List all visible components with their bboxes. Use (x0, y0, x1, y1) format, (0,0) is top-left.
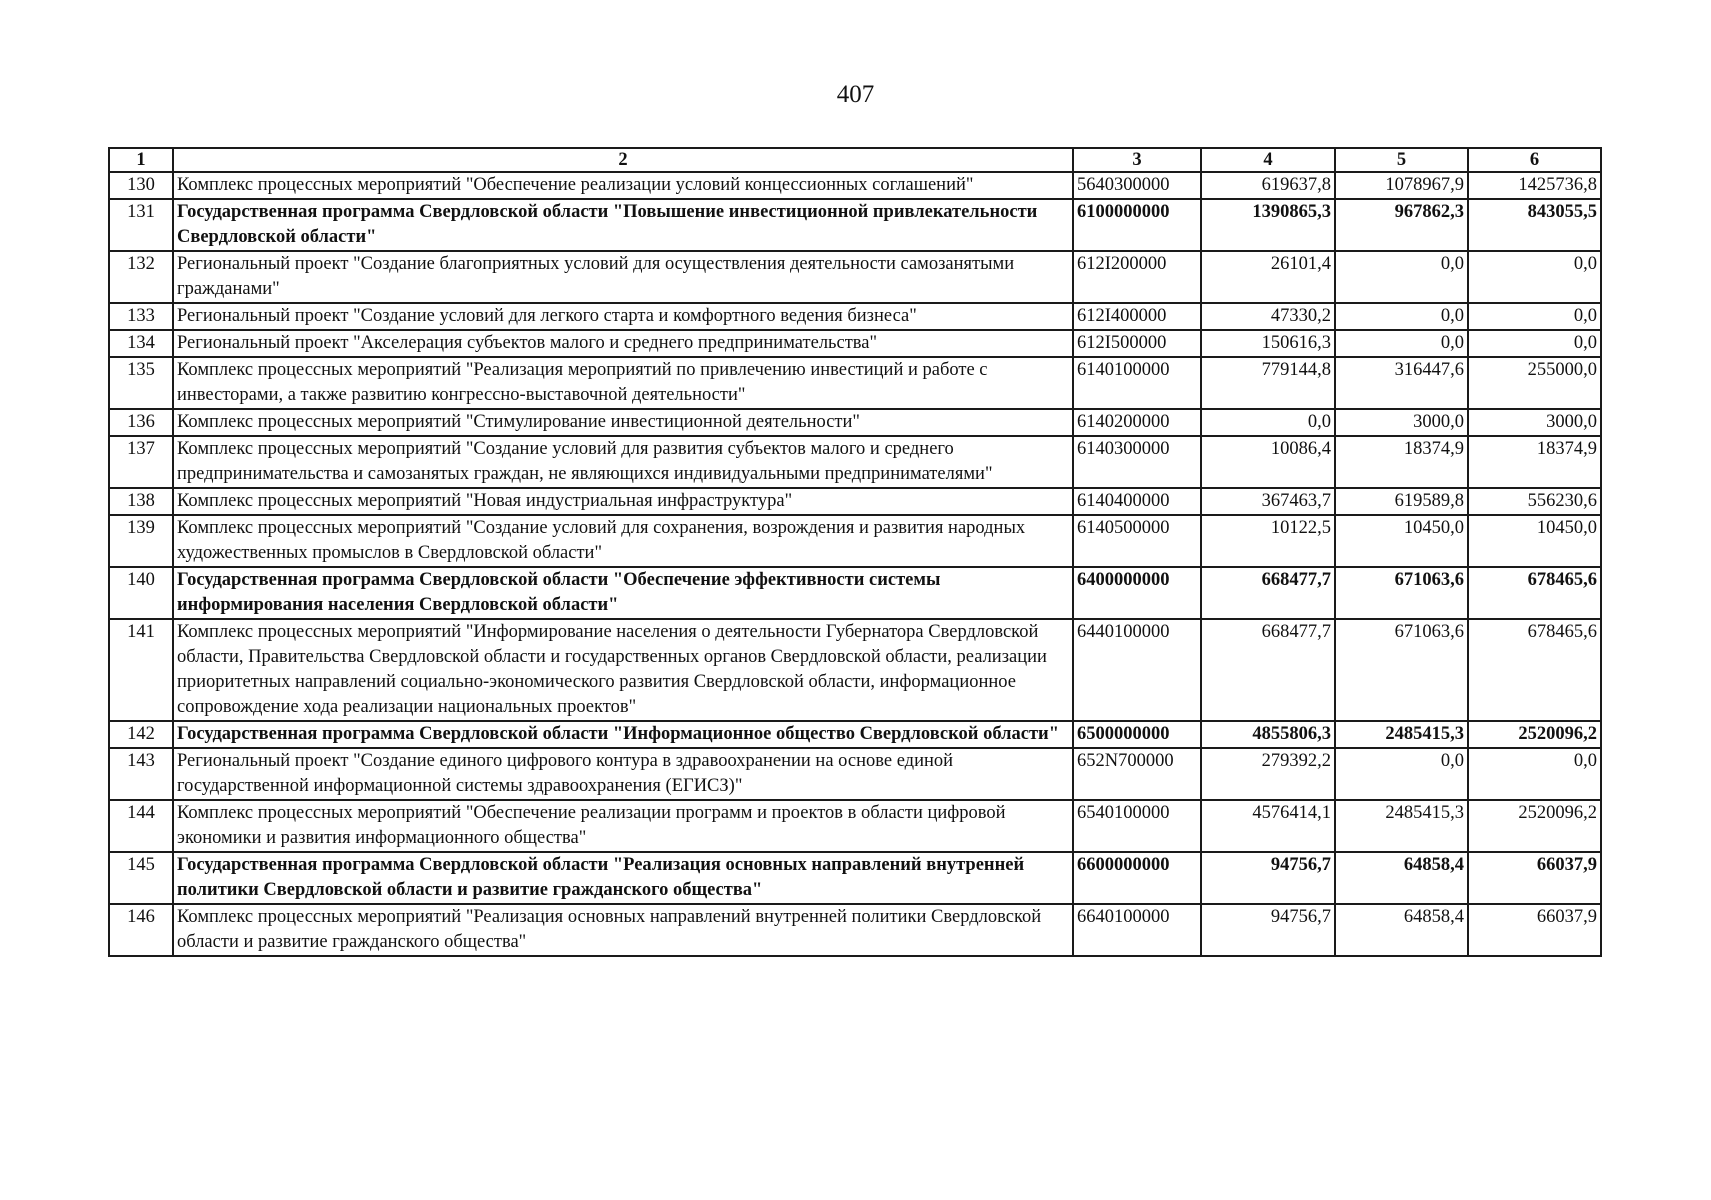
row-amount-col5-cell: 2485415,3 (1335, 800, 1468, 852)
row-code-cell: 6540100000 (1073, 800, 1201, 852)
row-amount-col6-cell: 556230,6 (1468, 488, 1601, 515)
row-code-cell: 6500000000 (1073, 721, 1201, 748)
row-name-cell: Региональный проект "Создание единого цифрового контура в здравоохранении на основе единой государственной информационной системы здравоохранения (ЕГИСЗ)" (173, 748, 1073, 800)
header-col-2: 2 (173, 148, 1073, 172)
row-amount-col5-cell: 3000,0 (1335, 409, 1468, 436)
row-amount-col4-cell: 1390865,3 (1201, 199, 1335, 251)
row-name-cell: Комплекс процессных мероприятий "Реализация мероприятий по привлечению инвестиций и работе с инвесторами, а также развитию конгрессно-выставочной деятельности" (173, 357, 1073, 409)
row-amount-col5-cell: 0,0 (1335, 330, 1468, 357)
row-amount-col4-cell: 94756,7 (1201, 904, 1335, 956)
row-amount-col4-cell: 94756,7 (1201, 852, 1335, 904)
row-amount-col4-cell: 10086,4 (1201, 436, 1335, 488)
table-row (109, 199, 1601, 251)
header-col-5: 5 (1335, 148, 1468, 172)
row-name-cell: Комплекс процессных мероприятий "Новая индустриальная инфраструктура" (173, 488, 1073, 515)
row-number-cell: 132 (109, 251, 173, 303)
row-code-cell: 652N700000 (1073, 748, 1201, 800)
table-row (109, 488, 1601, 515)
budget-table (108, 147, 1602, 957)
row-code-cell: 612I500000 (1073, 330, 1201, 357)
row-amount-col5-cell: 967862,3 (1335, 199, 1468, 251)
table-row (109, 330, 1601, 357)
table-row (109, 904, 1601, 956)
header-row (109, 148, 1601, 172)
row-amount-col6-cell: 66037,9 (1468, 852, 1601, 904)
row-code-cell: 612I400000 (1073, 303, 1201, 330)
row-amount-col5-cell: 619589,8 (1335, 488, 1468, 515)
row-name-cell: Региональный проект "Акселерация субъектов малого и среднего предпринимательства" (173, 330, 1073, 357)
header-col-6: 6 (1468, 148, 1601, 172)
row-name-cell: Государственная программа Свердловской области "Обеспечение эффективности системы информирования населения Свердловской области" (173, 567, 1073, 619)
row-amount-col4-cell: 367463,7 (1201, 488, 1335, 515)
row-amount-col5-cell: 64858,4 (1335, 904, 1468, 956)
row-amount-col4-cell: 10122,5 (1201, 515, 1335, 567)
row-code-cell: 5640300000 (1073, 172, 1201, 199)
row-name-cell: Государственная программа Свердловской области "Реализация основных направлений внутренней политики Свердловской области и развитие гражданского общества" (173, 852, 1073, 904)
row-code-cell: 6140200000 (1073, 409, 1201, 436)
row-number-cell: 143 (109, 748, 173, 800)
table-row (109, 303, 1601, 330)
row-name-cell: Комплекс процессных мероприятий "Информирование населения о деятельности Губернатора Свердловской области, Правительства Свердловской области и государственных органов Свердловской области, реализации приоритетных направлений социально-экономического развития Свердловской области, информационное сопровождение хода реализации национальных проектов" (173, 619, 1073, 721)
row-number-cell: 131 (109, 199, 173, 251)
table-row (109, 357, 1601, 409)
table-row (109, 436, 1601, 488)
row-code-cell: 6440100000 (1073, 619, 1201, 721)
row-amount-col4-cell: 279392,2 (1201, 748, 1335, 800)
row-amount-col6-cell: 18374,9 (1468, 436, 1601, 488)
row-amount-col6-cell: 2520096,2 (1468, 721, 1601, 748)
row-code-cell: 6400000000 (1073, 567, 1201, 619)
row-number-cell: 145 (109, 852, 173, 904)
header-col-1: 1 (109, 148, 173, 172)
row-amount-col6-cell: 2520096,2 (1468, 800, 1601, 852)
row-name-cell: Комплекс процессных мероприятий "Создание условий для сохранения, возрождения и развития народных художественных промыслов в Свердловской области" (173, 515, 1073, 567)
table-row (109, 800, 1601, 852)
row-number-cell: 130 (109, 172, 173, 199)
row-amount-col4-cell: 668477,7 (1201, 619, 1335, 721)
row-number-cell: 144 (109, 800, 173, 852)
row-amount-col5-cell: 10450,0 (1335, 515, 1468, 567)
row-amount-col6-cell: 843055,5 (1468, 199, 1601, 251)
row-amount-col5-cell: 671063,6 (1335, 619, 1468, 721)
row-number-cell: 137 (109, 436, 173, 488)
row-amount-col5-cell: 316447,6 (1335, 357, 1468, 409)
table-row (109, 619, 1601, 721)
table-row (109, 852, 1601, 904)
row-code-cell: 612I200000 (1073, 251, 1201, 303)
row-amount-col5-cell: 671063,6 (1335, 567, 1468, 619)
row-amount-col4-cell: 0,0 (1201, 409, 1335, 436)
row-amount-col5-cell: 1078967,9 (1335, 172, 1468, 199)
row-name-cell: Комплекс процессных мероприятий "Реализация основных направлений внутренней политики Свердловской области и развитие гражданского общества" (173, 904, 1073, 956)
row-number-cell: 142 (109, 721, 173, 748)
row-number-cell: 139 (109, 515, 173, 567)
row-amount-col6-cell: 1425736,8 (1468, 172, 1601, 199)
row-number-cell: 138 (109, 488, 173, 515)
row-amount-col5-cell: 0,0 (1335, 303, 1468, 330)
row-amount-col6-cell: 678465,6 (1468, 619, 1601, 721)
row-amount-col4-cell: 150616,3 (1201, 330, 1335, 357)
row-code-cell: 6640100000 (1073, 904, 1201, 956)
row-name-cell: Комплекс процессных мероприятий "Создание условий для развития субъектов малого и среднего предпринимательства и самозанятых граждан, не являющихся индивидуальными предпринимателями" (173, 436, 1073, 488)
row-amount-col5-cell: 0,0 (1335, 251, 1468, 303)
row-number-cell: 133 (109, 303, 173, 330)
row-amount-col6-cell: 0,0 (1468, 330, 1601, 357)
row-amount-col4-cell: 4855806,3 (1201, 721, 1335, 748)
table-row (109, 251, 1601, 303)
row-code-cell: 6140400000 (1073, 488, 1201, 515)
row-amount-col6-cell: 255000,0 (1468, 357, 1601, 409)
table-body (109, 172, 1601, 956)
row-amount-col6-cell: 0,0 (1468, 251, 1601, 303)
row-number-cell: 134 (109, 330, 173, 357)
row-name-cell: Комплекс процессных мероприятий "Обеспечение реализации программ и проектов в области цифровой экономики и развития информационного общества" (173, 800, 1073, 852)
row-name-cell: Комплекс процессных мероприятий "Обеспечение реализации условий концессионных соглашений" (173, 172, 1073, 199)
row-code-cell: 6140300000 (1073, 436, 1201, 488)
row-amount-col6-cell: 0,0 (1468, 748, 1601, 800)
row-name-cell: Комплекс процессных мероприятий "Стимулирование инвестиционной деятельности" (173, 409, 1073, 436)
table-row (109, 748, 1601, 800)
row-code-cell: 6600000000 (1073, 852, 1201, 904)
table-row (109, 567, 1601, 619)
table-row (109, 515, 1601, 567)
row-amount-col6-cell: 10450,0 (1468, 515, 1601, 567)
row-name-cell: Региональный проект "Создание условий для легкого старта и комфортного ведения бизнеса" (173, 303, 1073, 330)
row-amount-col5-cell: 18374,9 (1335, 436, 1468, 488)
row-amount-col5-cell: 2485415,3 (1335, 721, 1468, 748)
row-amount-col6-cell: 66037,9 (1468, 904, 1601, 956)
row-code-cell: 6140500000 (1073, 515, 1201, 567)
row-name-cell: Государственная программа Свердловской области "Информационное общество Свердловской области" (173, 721, 1073, 748)
row-amount-col6-cell: 678465,6 (1468, 567, 1601, 619)
row-amount-col4-cell: 619637,8 (1201, 172, 1335, 199)
header-col-4: 4 (1201, 148, 1335, 172)
row-amount-col4-cell: 26101,4 (1201, 251, 1335, 303)
row-amount-col4-cell: 779144,8 (1201, 357, 1335, 409)
row-amount-col4-cell: 4576414,1 (1201, 800, 1335, 852)
row-number-cell: 136 (109, 409, 173, 436)
row-amount-col5-cell: 0,0 (1335, 748, 1468, 800)
row-number-cell: 135 (109, 357, 173, 409)
row-amount-col5-cell: 64858,4 (1335, 852, 1468, 904)
table-row (109, 409, 1601, 436)
table-row (109, 172, 1601, 199)
page-number: 407 (836, 81, 875, 108)
row-number-cell: 140 (109, 567, 173, 619)
table-row (109, 721, 1601, 748)
row-name-cell: Государственная программа Свердловской области "Повышение инвестиционной привлекательности Свердловской области" (173, 199, 1073, 251)
row-number-cell: 141 (109, 619, 173, 721)
row-number-cell: 146 (109, 904, 173, 956)
row-amount-col6-cell: 0,0 (1468, 303, 1601, 330)
row-code-cell: 6100000000 (1073, 199, 1201, 251)
row-amount-col4-cell: 47330,2 (1201, 303, 1335, 330)
row-amount-col6-cell: 3000,0 (1468, 409, 1601, 436)
row-name-cell: Региональный проект "Создание благоприятных условий для осуществления деятельности самозанятыми гражданами" (173, 251, 1073, 303)
row-code-cell: 6140100000 (1073, 357, 1201, 409)
header-col-3: 3 (1073, 148, 1201, 172)
row-amount-col4-cell: 668477,7 (1201, 567, 1335, 619)
